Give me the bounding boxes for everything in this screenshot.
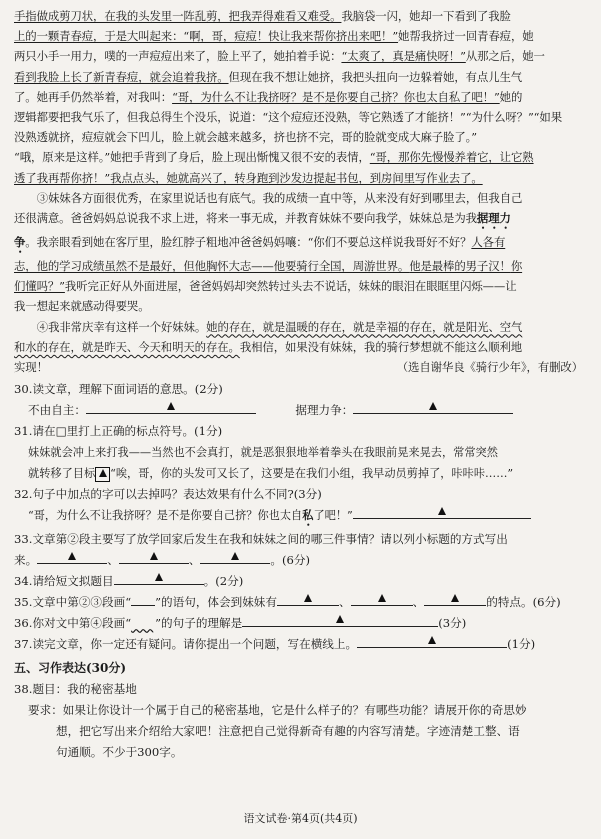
- triangle-marker-icon: [231, 552, 239, 560]
- dotted-phrase: 据理力: [476, 211, 511, 226]
- dotted-char: 私: [302, 508, 314, 523]
- triangle-marker-icon: [68, 552, 76, 560]
- triangle-marker-icon: [336, 615, 344, 623]
- question-32: 32.句子中加点的字可以去掉吗？表达效果有什么不同?(3分): [14, 487, 322, 502]
- dotted-phrase: 争: [14, 235, 26, 250]
- triangle-marker-icon: [155, 573, 163, 581]
- underlined-sentence: 们懂吗？”: [14, 279, 65, 294]
- answer-blank[interactable]: [353, 505, 531, 519]
- underlined-sentence: 人各有: [471, 235, 506, 250]
- triangle-marker-icon: [99, 469, 107, 477]
- question-31: 31.请在□里打上正确的标点符号。(1分): [14, 424, 223, 439]
- answer-blank[interactable]: [242, 613, 438, 627]
- answer-blank[interactable]: [277, 592, 339, 606]
- writing-section: 五、习作表达(30分) 38.题目：我的秘密基地 要求：如果让你设计一个属于自己的秘密基地，它是什么样子的？有哪些功能？请展开你的奇思妙 想，把它写出来介绍给大家吧！注意把自己觉得新奇有趣的内容写清楚。字迹清楚工整、语 句通顺。不少于300字。: [14, 657, 589, 763]
- triangle-marker-icon: [167, 402, 175, 410]
- answer-blank[interactable]: [86, 400, 256, 414]
- answer-blank[interactable]: [353, 400, 513, 414]
- underlined-sentence: “哥，为什么不让我挤呀？是不是你要自己挤？你也太自私了吧！”: [172, 89, 500, 104]
- underlined-sentence: 手指做成剪刀状，在我的头发里一阵乱剪，把我弄得难看又难受。: [14, 9, 342, 23]
- wavy-underlined-sentence: 她的存在，就是温暖的存在，就是幸福的存在，就是阳光、空气: [206, 319, 523, 334]
- question-37: 37.读完文章，你一定还有疑问。请你提出一个问题，写在横线上。 (1分): [14, 634, 589, 655]
- passage-paragraph-4: ④我非常庆幸有这样一个好妹妹。她的存在，就是温暖的存在，就是幸福的存在，就是阳光、空气 和水的存在，就是昨天、今天和明天的存在。我相信，如果没有妹妹，我的骑行梦想就不能这么顺利地 实现！ （选自谢华良《骑行少年》，有删改）: [14, 317, 589, 378]
- triangle-marker-icon: [438, 507, 446, 515]
- question-35: 35.文章中第②③段画“ ”的语句，体会到妹妹有 、 、 的特点。(6分): [14, 592, 589, 613]
- triangle-marker-icon: [429, 402, 437, 410]
- underlined-sentence: “太爽了，真是痛快呀！”: [341, 49, 466, 64]
- writing-requirement: 要求：如果让你设计一个属于自己的秘密基地，它是什么样子的？有哪些功能？请展开你的奇思妙: [28, 703, 527, 718]
- underlined-sentence: 志，他的学习成绩虽然不是最好，但他胸怀大志——他要骑行全国，周游世界。: [14, 259, 410, 274]
- question-38: 38.题目：我的秘密基地: [14, 682, 137, 697]
- passage-source: （选自谢华良《骑行少年》，有删改）: [396, 360, 583, 375]
- passage-paragraph-2: 手指做成剪刀状，在我的头发里一阵乱剪，把我弄得难看又难受。我脑袋一闪，她却一下看到了我脸 上的一颗青春痘，于是大叫起来：“啊，哥，痘痘！快让我来帮你挤出来吧！”她帮我挤过一回青春痘，她 两只小手一用力，噗的一声痘痘出来了，脸上平了，她拍着手说：“太爽了，真是痛快呀！”从那之后，她一 看到我脸上长了新青春痘，就会追着我挤。但现在我不想让她挤，我把头扭向一边躲着她，有点儿生气 了。她再手仍然举着，对我叫：“哥，为什么不让我挤呀？是不是你要自己挤？你也太自私了吧！”她的 逻辑都要把我气乐了，但我总得生个没乐，说道：“这个痘痘还没熟，等它熟透了才能挤！”“为什么呀？”“如果 没熟透就挤，痘痘就会下凹儿，脸上就会越来越多，挤也挤不完，哥的脸就变成大麻子脸了。” “哦，原来是这样。”她把手背到了身后，脸上现出惭愧又很不安的表情，“哥，那你先慢慢养着它，让它熟 透了我再帮你挤！”我点点头，她就高兴了，转身跑到沙发边提起书包，到房间里写作业去了。: [14, 9, 562, 185]
- question-34: 34.请给短文拟题目 。(2分): [14, 571, 589, 592]
- wavy-underlined-sentence: 和水的存在，就是昨天、今天和明天的存在。: [14, 339, 240, 354]
- mark-blank: [131, 613, 155, 626]
- page-footer: 语文试卷·第4页(共4页): [243, 812, 358, 825]
- triangle-marker-icon: [150, 552, 158, 560]
- answer-blank[interactable]: [357, 634, 507, 648]
- answer-blank[interactable]: [200, 550, 270, 564]
- underlined-sentence: 透了我再帮你挤！”: [14, 170, 111, 185]
- questions-section: 30.读文章，理解下面词语的意思。(2分) 不由自主： 据理力争： 31.请在□里打上正确的标点符号。(1分) 妹妹就会冲上来打我——当然也不会真打，就是恶狠狠地举着拳头在我眼前晃来晃去，常常突然 就转移了目标 “唉，哥，你的头发可又长了，这要是在我们小组，我早动员剪掉了，咔咔咔……” 32.句子中加点的字可以去掉吗？表达效果有什么不同?(3分) “哥，为什么不让我挤呀？是不是你要自己挤？你也太自私了吧！” 33.文章第②段主要写了放学回家后发生在我和妹妹之间的哪三件事情？请以列小标题的方式写出 来。 、 、 。(6分) 34.请给短文拟题目 。(2分) 35.文章中第②③段画“ ”的语句，体会到妹妹有 、 、 的特点。(6分) 36.你对文中第④段画“ ”的句子的理解是 (3分) 37.读完文章，你一定还有疑问。请你提出一个问题，写在横线上。 (1分): [14, 379, 589, 655]
- mark-blank: [131, 592, 155, 606]
- underlined-sentence: 我点点头，她就高兴了，转身跑到沙发边提起书包，到房间里写作业去了。: [110, 170, 483, 185]
- triangle-marker-icon: [428, 636, 436, 644]
- passage-paragraph-3: ③妹妹各方面很优秀，在家里说话也有底气。我的成绩一直中等，从来没有好到哪里去，但我自己 还很满意。爸爸妈妈总说我不求上进，将来一事无成，并教育妹妹不要向我学，妹妹总是为我据理力 争。我亲眼看到她在客厅里，脸红脖子粗地冲爸爸妈妈嚷：“你们不要总这样说我哥好不好？人各有 志，他的学习成绩虽然不是最好，但他胸怀大志——他要骑行全国，周游世界。他是最棒的男子汉！你 们懂吗？”我听完正好从外面进屋，爸爸妈妈却突然转过头去不说话，妹妹的眼泪在眼眶里闪烁——让 我一想起来就感动得要哭。: [14, 190, 523, 314]
- answer-blank[interactable]: [351, 592, 413, 606]
- triangle-marker-icon: [378, 594, 386, 602]
- underlined-sentence: “哥，那你先慢慢养着它，让它熟: [369, 150, 534, 165]
- triangle-marker-icon: [304, 594, 312, 602]
- triangle-marker-icon: [451, 594, 459, 602]
- question-36: 36.你对文中第④段画“ ”的句子的理解是 (3分): [14, 613, 589, 634]
- underlined-sentence: 上的一颗青春痘，于是大叫起来：“啊，哥，痘痘！快让我来帮你挤出来吧！”: [14, 29, 399, 44]
- answer-blank[interactable]: [119, 550, 189, 564]
- answer-blank[interactable]: [37, 550, 107, 564]
- section-heading: 五、习作表达(30分): [14, 661, 127, 676]
- underlined-sentence: 看到我脸上长了新青春痘，就会追着我挤。: [14, 69, 229, 84]
- answer-blank[interactable]: [114, 571, 204, 585]
- underlined-sentence: 你: [510, 259, 523, 274]
- punctuation-box[interactable]: [95, 467, 110, 482]
- underlined-sentence: 他是最棒的男子汉！: [409, 259, 511, 274]
- question-30: 30.读文章，理解下面词语的意思。(2分): [14, 382, 223, 397]
- question-33: 33.文章第②段主要写了放学回家后发生在我和妹妹之间的哪三件事情？请以列小标题的方式写出: [14, 532, 508, 547]
- answer-blank[interactable]: [424, 592, 486, 606]
